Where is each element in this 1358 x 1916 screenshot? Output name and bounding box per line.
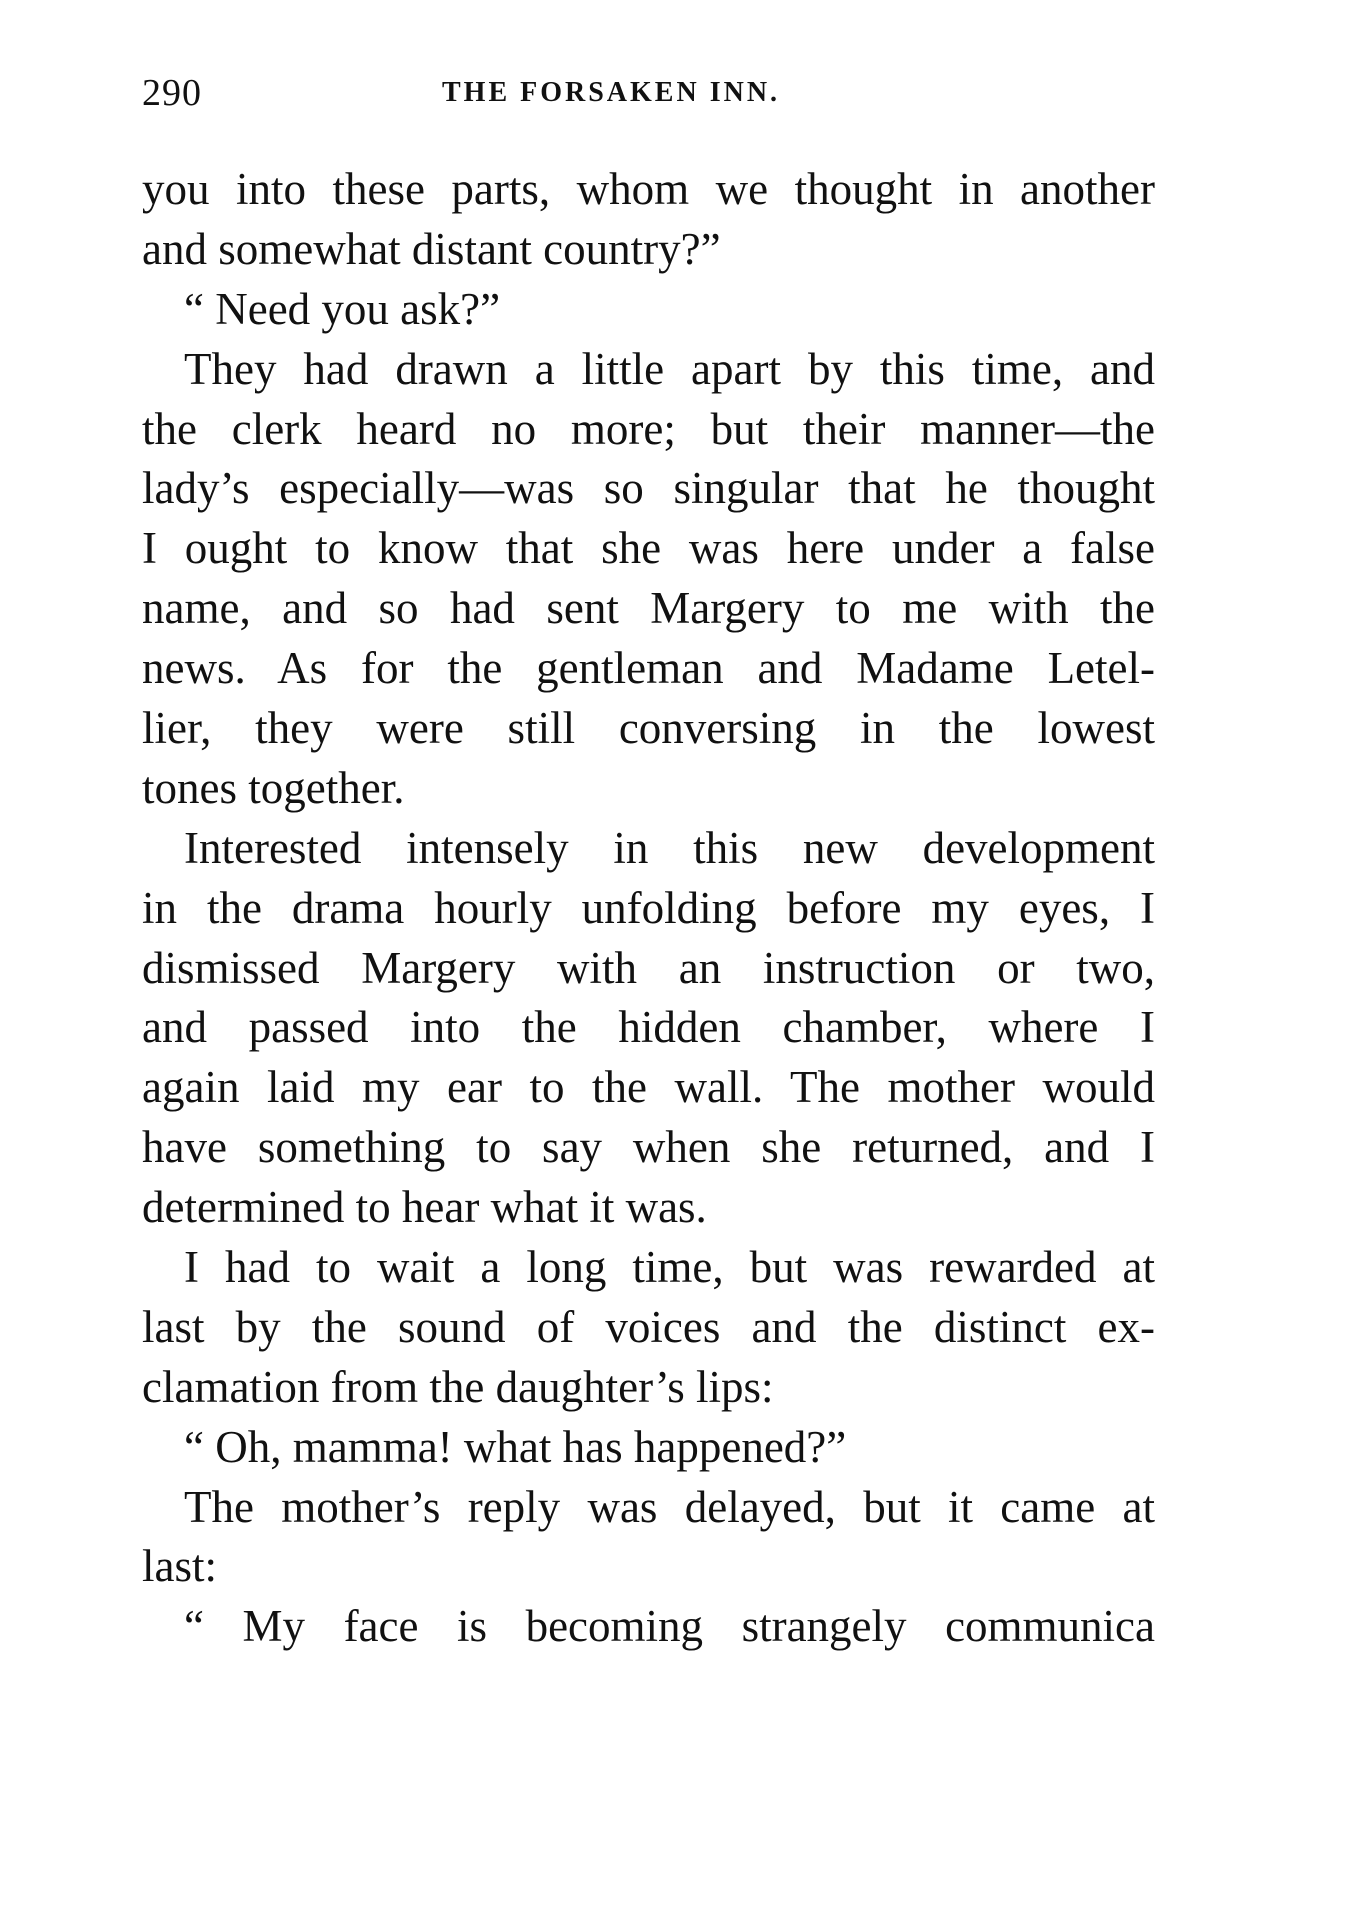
text-line: last: <box>142 1541 217 1592</box>
page-header <box>142 68 1157 118</box>
text-line: clamation from the daughter’s lips: <box>142 1361 774 1412</box>
text-line: “ Need you ask?” <box>184 283 501 334</box>
text-line: I had to wait a long time, but was rewarded at <box>184 1242 1155 1293</box>
text-line: tones together. <box>142 762 405 813</box>
text-line: They had drawn a little apart by this time, and <box>184 343 1155 394</box>
page-number: 290 <box>142 72 202 114</box>
text-line: again laid my ear to the wall. The mother would <box>142 1062 1155 1113</box>
text-line: “ My face is becoming strangely communica <box>184 1601 1155 1652</box>
text-line: news. As for the gentleman and Madame Letel- <box>142 643 1155 694</box>
text-line: lady’s especially—was so singular that he thought <box>142 463 1155 514</box>
text-line: determined to hear what it was. <box>142 1182 707 1233</box>
text-line: I ought to know that she was here under a false <box>142 523 1155 574</box>
text-line: name, and so had sent Margery to me with the <box>142 583 1155 634</box>
text-line: you into these parts, whom we thought in another <box>142 164 1155 214</box>
running-title: THE FORSAKEN INN. <box>442 77 781 108</box>
text-line: the clerk heard no more; but their manner—the <box>142 403 1155 454</box>
text-line: lier, they were still conversing in the lowest <box>142 703 1155 754</box>
text-line: in the drama hourly unfolding before my eyes, I <box>142 882 1155 933</box>
text-line: The mother’s reply was delayed, but it came at <box>184 1481 1155 1532</box>
text-line: and somewhat distant country?” <box>142 223 721 274</box>
text-line: and passed into the hidden chamber, where I <box>142 1002 1155 1053</box>
text-line: dismissed Margery with an instruction or two, <box>142 942 1155 993</box>
body-text <box>142 160 1155 1657</box>
text-line: have something to say when she returned, and I <box>142 1122 1155 1173</box>
text-line: “ Oh, mamma! what has happened?” <box>184 1421 847 1472</box>
text-line: Interested intensely in this new development <box>184 822 1155 873</box>
text-line: last by the sound of voices and the distinct ex- <box>142 1301 1155 1352</box>
